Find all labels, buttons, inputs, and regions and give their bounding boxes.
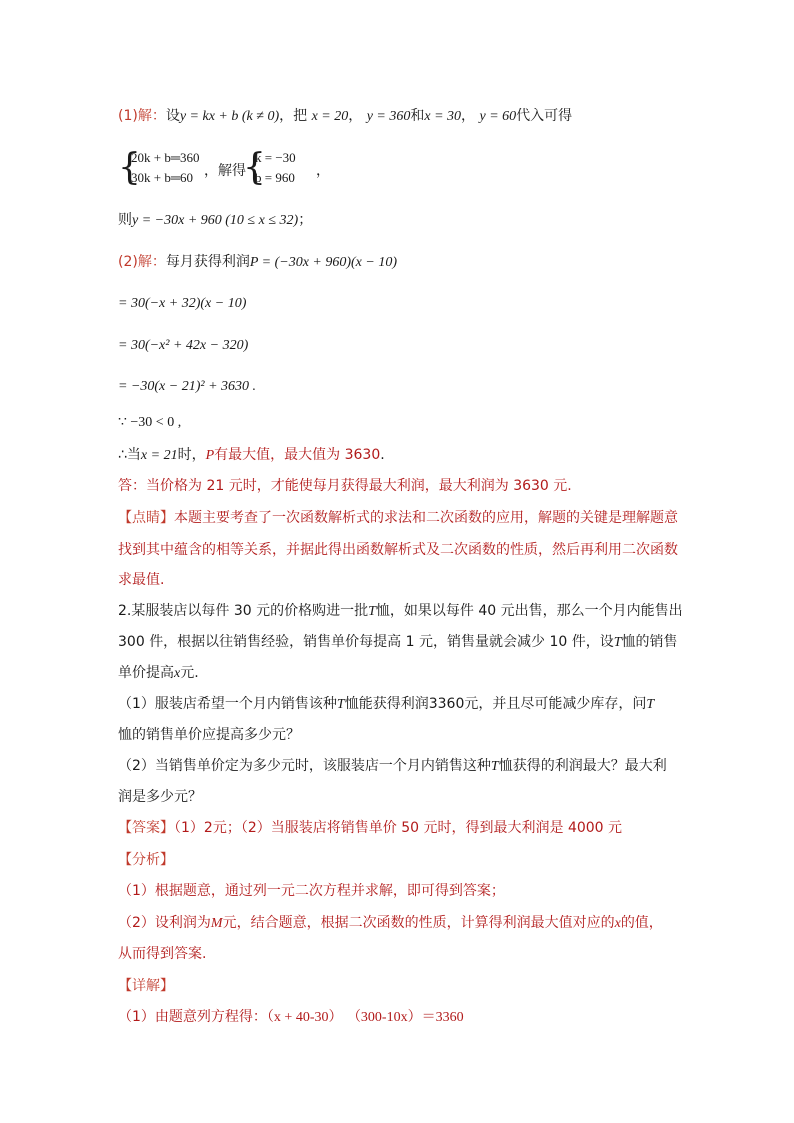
part1-label: (1)解： [118,108,166,124]
text: ，把 [279,108,308,124]
text: 2.某服装店以每件 [118,603,230,619]
q2-line3 [118,663,199,684]
math-t: T [646,697,655,712]
value: 50 [401,820,420,836]
part2-line [118,252,397,273]
text: 有最大值，最大值为 [214,447,341,463]
text: 则 [118,212,132,228]
text: 单价提高 [118,665,174,681]
text: 恤，如果以每件 [375,603,474,619]
text: 元，销售量就会减少 [419,634,546,650]
text: 件，设 [571,634,614,650]
math-t: T [336,697,345,712]
math-x20: x = 20 [311,109,349,124]
system2-row2: b = 960 [255,170,295,185]
sub2-line2: 润是多少元？ [118,789,202,805]
math-t: T [490,759,499,774]
answer2-line [118,818,622,838]
fenxi-line3: 从而得到答案. [118,946,207,962]
value: 3630 [513,478,549,494]
math-t: T [613,635,622,650]
text: 的值， [620,915,663,931]
text: 答：当价格为 [118,478,202,494]
text: 元出售，那么一个月内能售出 [500,603,683,619]
value: 1 [405,634,415,650]
text: 元 [608,820,623,836]
value: 21 [206,478,225,494]
dianjing-line3: 求最值. [118,572,165,588]
math-p: P [205,448,215,463]
dianjing-line2: 找到其中蕴含的相等关系，并据此得出函数解析式及二次函数的性质，然后再利用二次函数 [118,542,678,558]
text: 代入可得 [516,108,573,124]
fenxi-tag: 【分析】 [118,852,174,868]
math-profit: P = (−30x + 960)(x − 10) [249,255,398,270]
text: 件，根据以往销售经验，销售单价每提高 [149,634,402,650]
system-tail: ， [316,163,330,179]
part2-label: (2)解： [118,254,166,270]
because-line: ∵ −30 < 0 , [118,415,182,430]
xiangjie-tag: 【详解】 [118,978,174,994]
system2-row1: k = −30 [255,150,296,165]
sub2-line1 [118,756,667,777]
result1-line [118,210,312,231]
text: ， [348,108,363,124]
dianjing-tag: 【点睛】 [118,510,174,526]
math-t: T [368,604,376,619]
xiangjie-line1 [118,1007,464,1028]
text: 本题主要考查了一次函数解析式的求法和二次函数的应用，解题的关键是理解题意 [174,510,678,526]
system1-row1: 20k + b═360 [131,150,200,165]
step1: = 30(−x + 32)(x − 10) [118,296,247,311]
text: 元，并且尽可能减少库存，问 [464,696,647,712]
math-x21: x = 21 [140,448,178,463]
math-m: M [210,916,223,931]
text: ； [298,212,313,228]
text: （2）设利润为 [118,915,211,931]
dianjing-line1 [118,508,678,528]
text: （2）当销售单价定为多少元时，该服装店一个月内销售这种 [118,758,491,774]
text: 设 [165,108,180,124]
sub1-line1 [118,694,654,715]
text: 元. [553,478,572,494]
text: 每月获得利润 [165,254,250,270]
value: 10 [549,634,568,650]
text: ∴当 [118,447,141,463]
text: 恤获得的利润最大？最大利 [498,758,667,774]
text: （1） [174,820,204,836]
step3: = −30(x − 21)² + 3630 . [118,379,257,394]
math-x30: x = 30 [424,109,462,124]
text: ， [461,108,476,124]
answer-tag: 【答案】 [118,820,174,836]
text: 元时，才能使每月获得最大利润，最大利润为 [228,478,509,494]
value: 300 [118,634,145,650]
math-x: x [174,666,181,681]
answer1-line [118,476,572,496]
equation-systems [118,148,418,190]
math-y60: y = 60 [479,109,517,124]
math-x: x [614,916,621,931]
value: 40 [478,603,497,619]
value: 4000 [567,820,604,836]
fenxi-line2 [118,913,663,934]
sub1-line2: 恤的销售单价应提高多少元？ [118,727,300,743]
text: 恤能获得利润 [344,696,429,712]
text: （1）服装店希望一个月内销售该种 [118,696,337,712]
therefore-line [118,445,385,466]
text: （1）由题意列方程得： [118,1009,267,1025]
math-result1: y = −30x + 960 (10 ≤ x ≤ 32) [132,213,299,228]
max-value: 3630 [344,447,381,463]
value: 3360 [428,696,465,712]
text: . [380,447,385,463]
step2: = 30(−x² + 42x − 320) [118,338,249,353]
value: 2 [203,820,213,836]
math-eq1: （x + 40-30） [266,1010,343,1025]
text: 元的价格购进一批 [256,603,369,619]
math-eq2: （300-10x）＝3360 [346,1010,464,1025]
part1-line [118,106,572,127]
solve-text: ，解得 [204,163,246,179]
math-eq: y = kx + b (k ≠ 0) [179,109,280,124]
fenxi-line1: （1）根据题意，通过列一元二次方程并求解，即可得到答案； [118,883,505,899]
text: 时， [177,447,206,463]
q2-line2 [118,632,678,653]
text: 元时，得到最大利润是 [423,820,564,836]
system1-row2: 30k + b═60 [131,170,194,185]
text: 恤的销售 [621,634,678,650]
text: 和 [410,108,425,124]
left-brace: { [118,147,141,188]
text: 元，结合题意，根据二次函数的性质，计算得利润最大值对应的 [222,915,615,931]
value: 30 [233,603,252,619]
q2-line1 [118,601,683,622]
text: 元. [180,665,199,681]
right-brace: { [243,147,266,188]
math-y360: y = 360 [366,109,411,124]
text: 元；（2）当服装店将销售单价 [212,820,397,836]
